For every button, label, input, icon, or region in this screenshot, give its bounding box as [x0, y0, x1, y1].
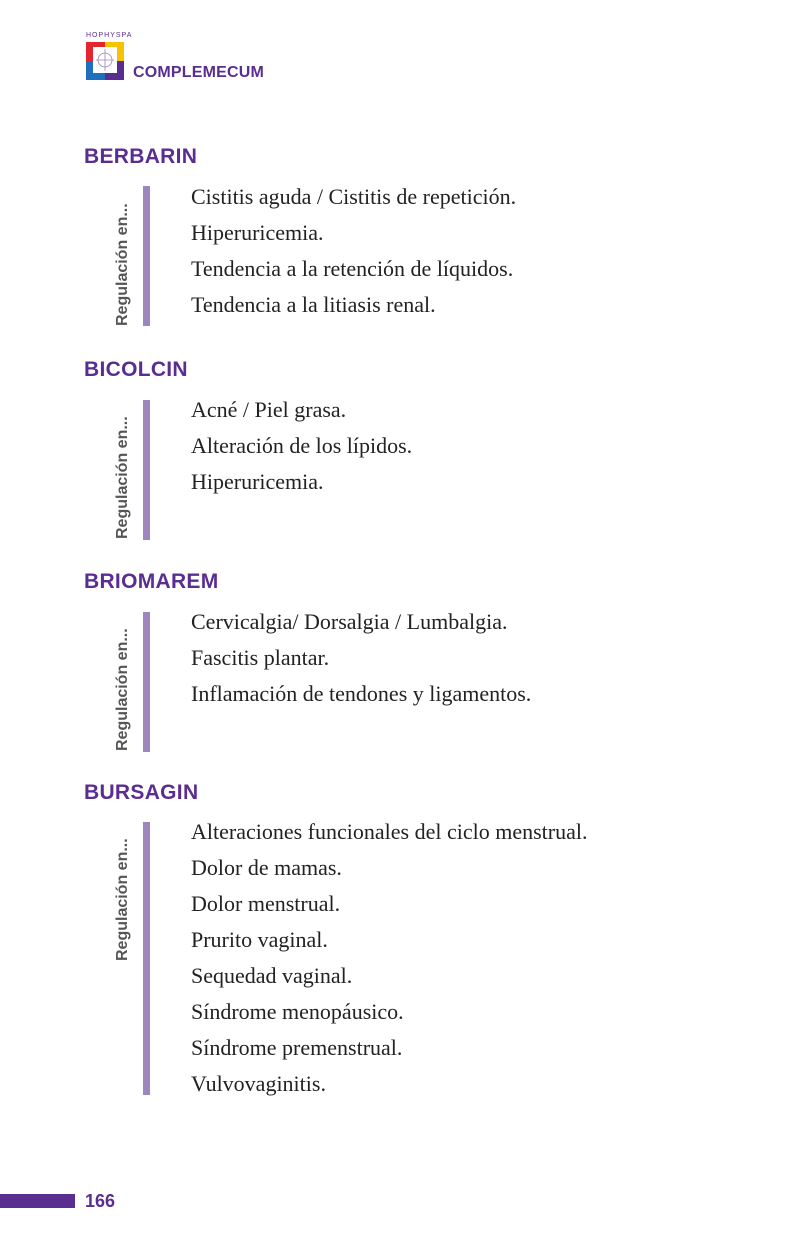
list-item: Vulvovaginitis.: [191, 1071, 326, 1096]
section-bar-bicolcin: [143, 400, 150, 540]
page-number: 166: [85, 1191, 116, 1211]
footer-accent-bar: [0, 1194, 75, 1208]
list-item: Tendencia a la litiasis renal.: [191, 292, 436, 317]
list-item: Cervicalgia/ Dorsalgia / Lumbalgia.: [191, 609, 508, 634]
hophyspa-logo-icon: [86, 42, 124, 80]
side-label-briomarem: Regulación en...: [114, 628, 131, 751]
section-title-bicolcin: BICOLCIN: [84, 358, 188, 381]
brand-small-text: HOPHYSPA: [86, 32, 133, 39]
list-item: Sequedad vaginal.: [191, 963, 353, 988]
side-label-berbarin: Regulación en...: [114, 203, 131, 326]
list-item: Síndrome premenstrual.: [191, 1035, 403, 1060]
list-item: Hiperuricemia.: [191, 220, 324, 245]
list-item: Dolor de mamas.: [191, 855, 342, 880]
list-item: Alteración de los lípidos.: [191, 433, 413, 458]
list-item: Acné / Piel grasa.: [191, 397, 347, 422]
section-title-bursagin: BURSAGIN: [84, 781, 199, 804]
page-header: [84, 32, 344, 88]
list-item: Prurito vaginal.: [191, 927, 328, 952]
list-item: Síndrome menopáusico.: [191, 999, 404, 1024]
side-label-bursagin: Regulación en...: [114, 838, 131, 961]
list-item: Tendencia a la retención de líquidos.: [191, 256, 514, 281]
item-list-bicolcin: [191, 392, 412, 500]
section-bar-berbarin: [143, 186, 150, 326]
item-list-berbarin: [191, 179, 516, 323]
item-list-briomarem: [191, 604, 531, 712]
section-title-briomarem: BRIOMAREM: [84, 570, 219, 593]
list-item: Cistitis aguda / Cistitis de repetición.: [191, 184, 517, 209]
list-item: Inflamación de tendones y ligamentos.: [191, 681, 532, 706]
header-title: COMPLEMECUM: [133, 64, 265, 81]
list-item: Hiperuricemia.: [191, 469, 324, 494]
section-title-berbarin: BERBARIN: [84, 145, 198, 168]
list-item: Dolor menstrual.: [191, 891, 341, 916]
section-bar-briomarem: [143, 612, 150, 752]
list-item: Alteraciones funcionales del ciclo menstrual.: [191, 819, 588, 844]
section-bar-bursagin: [143, 822, 150, 1095]
list-item: Fascitis plantar.: [191, 645, 330, 670]
item-list-bursagin: [191, 814, 587, 1102]
side-label-bicolcin: Regulación en...: [114, 416, 131, 539]
